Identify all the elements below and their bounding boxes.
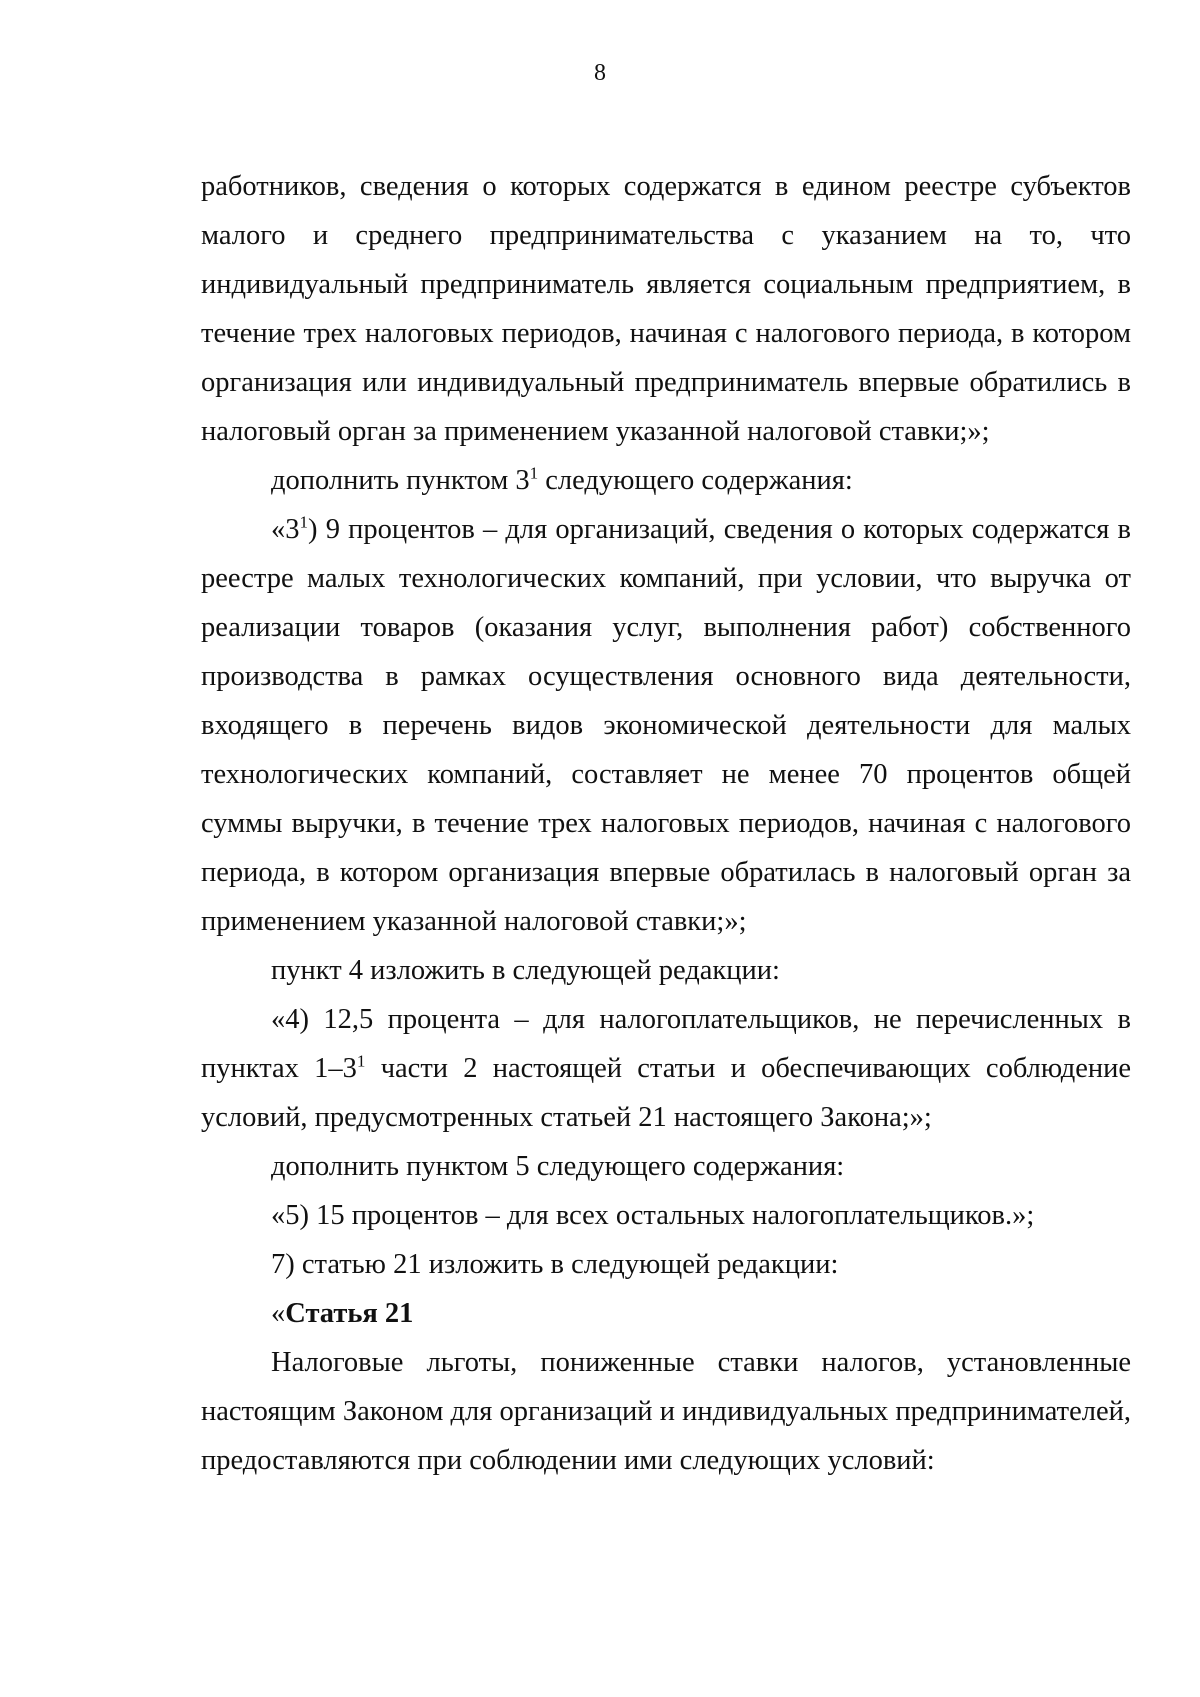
page-number: 8 [594,60,606,86]
paragraph-article-21-intro: 7) статью 21 изложить в следующей редакции: [271,1249,839,1280]
paragraph-text: ) 9 процентов – для организаций, сведения о которых содержатся в реестре малых технологических компаний, при условии, что выручка от реализации товаров (оказания услуг, выполнения работ) собственного производства в рамках осуществления основного вида деятельности, входящего в перечень видов экономической деятельности для малых технологических компаний, составляет не менее 70 процентов общей суммы выручки, в течение трех налоговых периодов, начиная с налогового периода, в котором организация впервые обратилась в налоговый орган за применением указанной налоговой ставки;»; [201,514,1131,937]
paragraph-point-3-1-text [201,505,1131,946]
paragraph-text: дополнить пунктом 3 [271,465,530,496]
paragraph-text: «3 [271,514,300,545]
paragraph-point-5-text: «5) 15 процентов – для всех остальных налогоплательщиков.»; [271,1200,1035,1231]
superscript: 1 [299,512,309,532]
paragraph-text: «4) 12,5 процента – для налогоплательщиков, не перечисленных в пунктах 1–3 [201,1004,1131,1084]
document-body [201,162,1131,1485]
opening-quote: « [271,1298,286,1329]
article-title: Статья 21 [285,1298,414,1329]
paragraph-text: следующего содержания: [538,465,853,496]
paragraph-point-4-intro: пункт 4 изложить в следующей редакции: [271,955,780,986]
paragraph-article-21-text: Налоговые льготы, пониженные ставки налогов, установленные настоящим Законом для организаций и индивидуальных предпринимателей, предоставляются при соблюдении ими следующих условий: [201,1347,1131,1476]
superscript: 1 [356,1051,366,1071]
paragraph-continuation: работников, сведения о которых содержатся в едином реестре субъектов малого и среднего предпринимательства с указанием на то, что индивидуальный предприниматель является социальным предприятием, в течение трех налоговых периодов, начиная с налогового периода, в котором организация или индивидуальный предприниматель впервые обратились в налоговый орган за применением указанной налоговой ставки;»; [201,171,1131,447]
paragraph-add-point-5: дополнить пунктом 5 следующего содержания: [271,1151,845,1182]
paragraph-text: части 2 настоящей статьи и обеспечивающих соблюдение условий, предусмотренных статьей 21 настоящего Закона;»; [201,1053,1131,1133]
superscript: 1 [529,463,539,483]
paragraph-point-4-text [201,995,1131,1142]
paragraph-add-point-3-1 [201,456,1131,505]
article-heading [201,1289,1131,1338]
